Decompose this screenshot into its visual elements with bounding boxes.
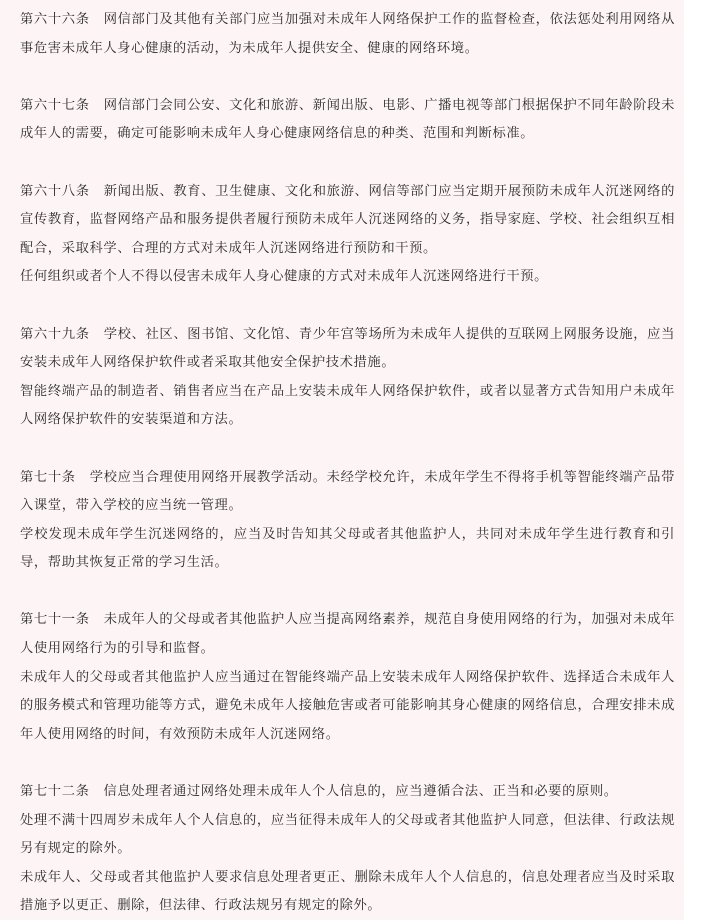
article-text: 学校应当合理使用网络开展教学活动。未经学校允许，未成年学生不得将手机等智能终端产品带入课堂，带入学校的应当统一管理。 — [20, 469, 675, 514]
article-text: 网信部门及其他有关部门应当加强对未成年人网络保护工作的监督检查，依法惩处利用网络从事危害未成年人身心健康的活动，为未成年人提供安全、健康的网络环境。 — [20, 12, 675, 56]
article-text: 信息处理者通过网络处理未成年人个人信息的，应当遵循合法、正当和必要的原则。 — [103, 784, 618, 800]
article-paragraph: 智能终端产品的制造者、销售者应当在产品上安装未成年人网络保护软件，或者以显著方式告知用户未成年人网络保护软件的安装渠道和方法。 — [20, 383, 675, 428]
article-70 — [20, 464, 675, 578]
article-text: 网信部门会同公安、文化和旅游、新闻出版、电影、广播电视等部门根据保护不同年龄阶段未成年人的需要，确定可能影响未成年人身心健康网络信息的种类、范围和判断标准。 — [20, 97, 675, 142]
article-number: 第六十八条 — [20, 183, 90, 199]
article-68 — [20, 178, 675, 292]
article-72 — [20, 778, 675, 920]
article-text: 新闻出版、教育、卫生健康、文化和旅游、网信等部门应当定期开展预防未成年人沉迷网络的宣传教育，监督网络产品和服务提供者履行预防未成年人沉迷网络的义务，指导家庭、学校、社会组织互相配合，采取科学、合理的方式对未成年人沉迷网络进行预防和干预。 — [20, 183, 675, 256]
article-paragraph — [20, 321, 675, 378]
article-paragraph — [20, 178, 675, 264]
article-number: 第六十六条 — [20, 12, 90, 27]
article-paragraph: 任何组织或者个人不得以侵害未成年人身心健康的方式对未成年人沉迷网络进行干预。 — [20, 269, 549, 285]
article-paragraph — [20, 6, 675, 63]
article-paragraph — [20, 606, 675, 663]
article-67 — [20, 92, 675, 149]
article-paragraph — [20, 92, 675, 149]
article-number: 第六十九条 — [20, 326, 90, 342]
article-71 — [20, 606, 675, 749]
law-text — [20, 6, 675, 920]
article-paragraph: 未成年人的父母或者其他监护人应当通过在智能终端产品上安装未成年人网络保护软件、选择适合未成年人的服务模式和管理功能等方式，避免未成年人接触危害或者可能影响其身心健康的网络信息，合理安排未成年人使用网络的时间，有效预防未成年人沉迷网络。 — [20, 669, 675, 742]
article-paragraph — [20, 464, 675, 521]
article-number: 第七十二条 — [20, 784, 90, 800]
article-66 — [20, 6, 675, 63]
article-text: 学校、社区、图书馆、文化馆、青少年宫等场所为未成年人提供的互联网上网服务设施，应当安装未成年人网络保护软件或者采取其他安全保护技术措施。 — [20, 326, 675, 371]
article-paragraph: 学校发现未成年学生沉迷网络的，应当及时告知其父母或者其他监护人，共同对未成年学生进行教育和引导，帮助其恢复正常的学习生活。 — [20, 526, 675, 571]
article-number: 第七十一条 — [20, 612, 90, 628]
article-paragraph — [20, 778, 675, 807]
article-paragraph: 未成年人、父母或者其他监护人要求信息处理者更正、删除未成年人个人信息的，信息处理者应当及时采取措施予以更正、删除，但法律、行政法规另有规定的除外。 — [20, 869, 675, 914]
article-text: 未成年人的父母或者其他监护人应当提高网络素养，规范自身使用网络的行为，加强对未成年人使用网络行为的引导和监督。 — [20, 612, 675, 657]
article-number: 第七十条 — [20, 469, 76, 485]
article-paragraph: 处理不满十四周岁未成年人个人信息的，应当征得未成年人的父母或者其他监护人同意，但法律、行政法规另有规定的除外。 — [20, 812, 675, 857]
article-number: 第六十七条 — [20, 97, 90, 113]
article-69 — [20, 321, 675, 435]
